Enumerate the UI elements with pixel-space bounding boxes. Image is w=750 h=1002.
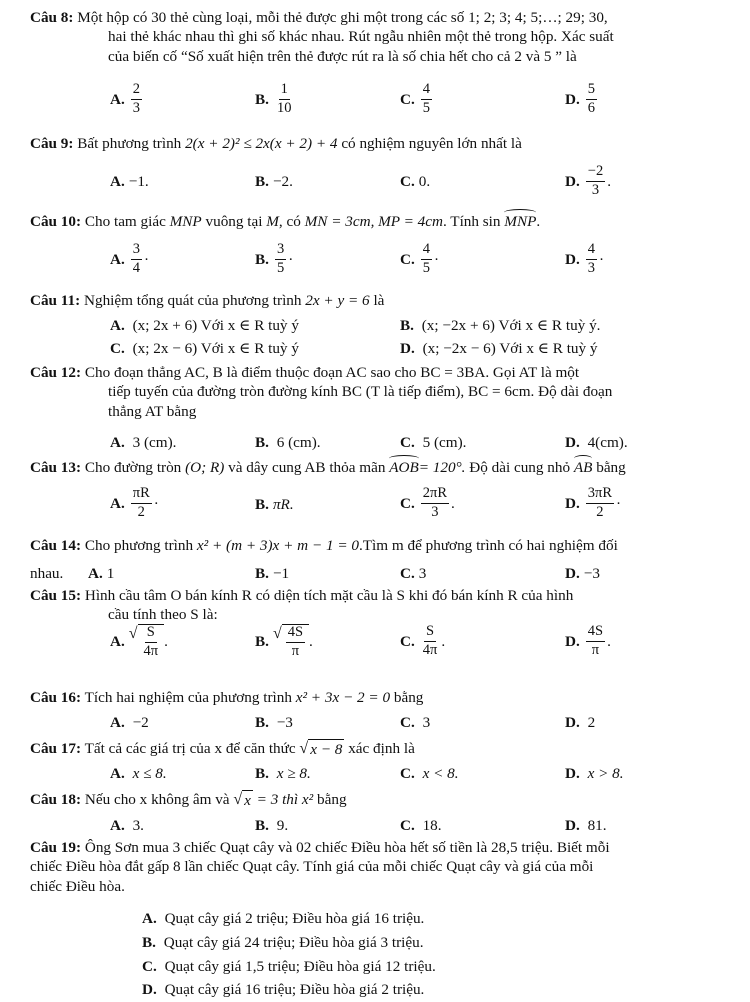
option-c[interactable]: C. 3 <box>400 565 427 582</box>
answer-row <box>30 486 720 526</box>
answer-row <box>30 82 720 122</box>
question-number: Câu 9: <box>30 135 74 152</box>
option-a[interactable]: A. 3 (cm). <box>110 434 177 451</box>
question-14: Câu 14: Cho phương trình x² + (m + 3)x + m − 1 = 0.Tìm m để phương trình có hai nghiệm đối <box>30 537 618 554</box>
option-c[interactable]: C. Quạt cây giá 1,5 triệu; Điều hòa giá 12 triệu. <box>142 958 436 975</box>
option-c[interactable]: C. $\frac{S}{4\pi}$ . <box>400 623 446 658</box>
option-c[interactable]: C. $\frac{4}{5}$ <box>400 81 431 116</box>
option-d[interactable]: D. $\frac{3\pi R}{2}$ · <box>565 485 622 520</box>
question-12: Câu 12: Cho đoạn thẳng AC, B là điểm thuộc đoạn AC sao cho BC = 3BA. Gọi AT là một tiếp tuyến của đường tròn đường kính BC (T là tiếp điểm), BC = 6cm. Độ dài đoạn thẳng AT bằng <box>30 364 613 420</box>
option-a[interactable]: A. −2 <box>110 714 149 731</box>
inequality-formula: 2(x + 2)² ≤ 2x(x + 2) + 4 <box>185 135 338 152</box>
option-b[interactable]: B. x ≥ 8. <box>255 765 311 782</box>
question-number: Câu 12: <box>30 364 82 381</box>
option-a[interactable]: A. 1 <box>88 565 115 582</box>
question-19: Câu 19: Ông Sơn mua 3 chiếc Quạt cây và 02 chiếc Điều hòa hết số tiền là 28,5 triệu. Biết mỗi chiếc Điều hòa đắt gấp 8 lần chiếc Quạt cây. Tính giá của mỗi chiếc Quạt cây và giá của mỗi chiếc Điều hòa. <box>30 839 610 895</box>
option-b[interactable]: B. −1 <box>255 565 290 582</box>
question-text: Một hộp có 30 thẻ cùng loại, mỗi thẻ được ghi một trong các số 1; 2; 3; 4; 5;…; 29; 30, <box>77 9 608 26</box>
answer-row <box>30 242 720 282</box>
option-d[interactable]: D. 2 <box>565 714 596 731</box>
question-number: Câu 16: <box>30 689 82 706</box>
option-a[interactable]: A. $\frac{3}{4}$ · <box>110 241 150 276</box>
option-d[interactable]: D. x > 8. <box>565 765 624 782</box>
option-b[interactable]: B. √ $\frac{4S}{\pi}$ . <box>255 624 313 659</box>
option-b[interactable]: B. $\frac{3}{5}$ · <box>255 241 294 276</box>
question-13: Câu 13: Cho đường tròn (O; R) và dây cung AB thỏa mãn AOB= 120°. Độ dài cung nhỏ AB bằng <box>30 459 626 476</box>
option-a[interactable]: A. (x; 2x + 6) Với x ∈ R tuỳ ý <box>110 317 299 334</box>
option-d[interactable]: D. $\frac{4}{3}$ · <box>565 241 605 276</box>
option-c[interactable]: C. 0. <box>400 173 431 190</box>
question-number: Câu 10: <box>30 213 82 230</box>
question-16: Câu 16: Tích hai nghiệm của phương trình x² + 3x − 2 = 0 bằng <box>30 689 424 706</box>
option-c[interactable]: C. $\frac{2\pi R}{3}$ . <box>400 485 455 520</box>
option-b[interactable]: B. $\frac{1}{10}$ <box>255 81 292 116</box>
option-b[interactable]: B. −2. <box>255 173 293 190</box>
question-8 <box>30 8 720 66</box>
option-c[interactable]: C. 18. <box>400 817 442 834</box>
question-number: Câu 19: <box>30 839 82 856</box>
option-c[interactable]: C. 5 (cm). <box>400 434 467 451</box>
option-a[interactable]: A. Quạt cây giá 2 triệu; Điều hòa giá 16 triệu. <box>142 910 425 927</box>
arc-label: AB <box>573 459 593 476</box>
option-a[interactable]: A. $\frac{\pi R}{2}$ · <box>110 485 159 520</box>
option-a[interactable]: A. 3. <box>110 817 144 834</box>
option-b[interactable]: B. Quạt cây giá 24 triệu; Điều hòa giá 3 triệu. <box>142 934 424 951</box>
question-number: Câu 17: <box>30 740 82 757</box>
option-a[interactable]: A. $\frac{2}{3}$ <box>110 81 141 116</box>
answer-row <box>30 624 720 668</box>
question-11: Câu 11: Nghiệm tổng quát của phương trình 2x + y = 6 là <box>30 292 385 309</box>
option-d[interactable]: D. $\frac{5}{6}$ <box>565 81 596 116</box>
option-b[interactable]: B. 9. <box>255 817 289 834</box>
square-root: √ x − 8 <box>299 740 343 759</box>
option-d[interactable]: D. 81. <box>565 817 607 834</box>
question-text: của biến cố “Số xuất hiện trên thẻ được rút ra là số chia hết cho cả 2 và 5 ” là <box>108 47 577 65</box>
angle-label: MNP <box>504 213 537 230</box>
option-b[interactable]: B. −3 <box>255 714 293 731</box>
option-c[interactable]: C. 3 <box>400 714 431 731</box>
question-number: Câu 11: <box>30 292 81 309</box>
option-d[interactable]: D. $\frac{4S}{\pi}$ . <box>565 623 611 658</box>
option-b[interactable]: B. πR. <box>255 496 294 513</box>
question-number: Câu 14: <box>30 537 82 554</box>
question-number: Câu 15: <box>30 587 82 604</box>
option-d[interactable]: D. (x; −2x − 6) Với x ∈ R tuỳ ý <box>400 340 598 357</box>
option-b[interactable]: B. (x; −2x + 6) Với x ∈ R tuỳ ý. <box>400 317 601 334</box>
square-root: √ x <box>233 791 251 810</box>
question-14-continued: nhau. <box>30 565 64 582</box>
option-a[interactable]: A. −1. <box>110 173 149 190</box>
angle-label: AOB <box>389 459 419 476</box>
option-c[interactable]: C. (x; 2x − 6) Với x ∈ R tuỳ ý <box>110 340 299 357</box>
option-b[interactable]: B. 6 (cm). <box>255 434 321 451</box>
option-c[interactable]: C. $\frac{4}{5}$ · <box>400 241 440 276</box>
option-d[interactable]: D. Quạt cây giá 16 triệu; Điều hòa giá 2 triệu. <box>142 981 425 998</box>
question-18: Câu 18: Nếu cho x không âm và √ x = 3 thì x² bằng <box>30 791 347 810</box>
option-c[interactable]: C. x < 8. <box>400 765 459 782</box>
question-9: Câu 9: Bất phương trình 2(x + 2)² ≤ 2x(x + 2) + 4 có nghiệm nguyên lớn nhất là <box>30 135 522 152</box>
option-a[interactable]: A. √ $\frac{S}{4\pi}$ . <box>110 624 168 659</box>
question-text: hai thẻ khác nhau thì ghi số khác nhau. Rút ngẫu nhiên một thẻ trong hộp. Xác suất <box>108 28 614 46</box>
option-d[interactable]: D. 4(cm). <box>565 434 628 451</box>
option-d[interactable]: D. $\frac{-2}{3}$ . <box>565 163 611 198</box>
question-number: Câu 13: <box>30 459 82 476</box>
question-15: Câu 15: Hình cầu tâm O bán kính R có diện tích mặt cầu là S khi đó bán kính R của hình cầu tính theo S là: <box>30 587 574 624</box>
question-17: Câu 17: Tất cả các giá trị của x để căn thức √ x − 8 xác định là <box>30 740 415 759</box>
question-number: Câu 8: <box>30 9 74 26</box>
option-a[interactable]: A. x ≤ 8. <box>110 765 167 782</box>
question-number: Câu 18: <box>30 791 82 808</box>
answer-row <box>30 164 720 204</box>
question-10: Câu 10: Cho tam giác MNP vuông tại M, có MN = 3cm, MP = 4cm. Tính sin MNP. <box>30 213 541 230</box>
option-d[interactable]: D. −3 <box>565 565 600 582</box>
